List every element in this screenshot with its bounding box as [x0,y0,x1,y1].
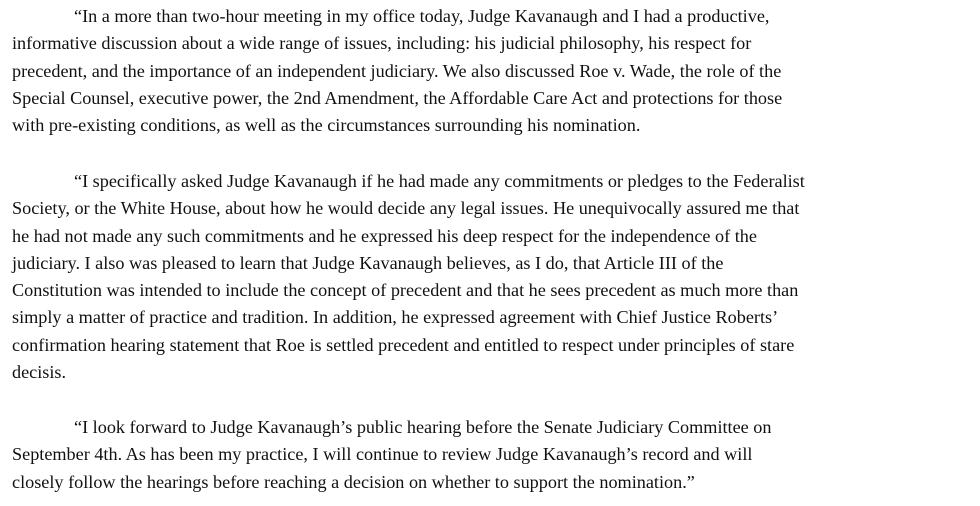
text-line: confirmation hearing statement that Roe is settled precedent and entitled to respect under principles of stare [12,334,795,355]
text-line: “I look forward to Judge Kavanaugh’s public hearing before the Senate Judiciary Committee on [74,417,772,437]
text-line: Society, or the White House, about how he would decide any legal issues. He unequivocally assured me that [12,198,800,219]
text-line: precedent, and the importance of an independent judiciary. We also discussed Roe v. Wade, the role of the [12,60,782,81]
text-line: “I specifically asked Judge Kavanaugh if he had made any commitments or pledges to the Federalist [74,171,805,191]
text-line: Special Counsel, executive power, the 2nd Amendment, the Affordable Care Act and protections for those [12,87,783,108]
paragraph-hearing [12,414,972,496]
text-line: with pre-existing conditions, as well as the circumstances surrounding his nomination. [12,115,641,136]
paragraph-commitments [12,168,972,386]
text-line: he had not made any such commitments and he expressed his deep respect for the independence of the [12,225,757,246]
text-line: judiciary. I also was pleased to learn that Judge Kavanaugh believes, as I do, that Article III of the [12,252,724,273]
text-line: closely follow the hearings before reaching a decision on whether to support the nomination.” [12,471,695,492]
text-line: decisis. [12,362,67,383]
text-line: September 4th. As has been my practice, I will continue to review Judge Kavanaugh’s record and will [12,444,753,465]
paragraph-meeting-summary [12,3,972,139]
text-line: Constitution was intended to include the concept of precedent and that he sees precedent as much more than [12,280,799,301]
text-line: informative discussion about a wide range of issues, including: his judicial philosophy, his respect for [12,33,752,54]
text-line: “In a more than two-hour meeting in my office today, Judge Kavanaugh and I had a productive, [74,6,770,26]
text-line: simply a matter of practice and tradition. In addition, he expressed agreement with Chief Justice Roberts’ [12,307,779,328]
